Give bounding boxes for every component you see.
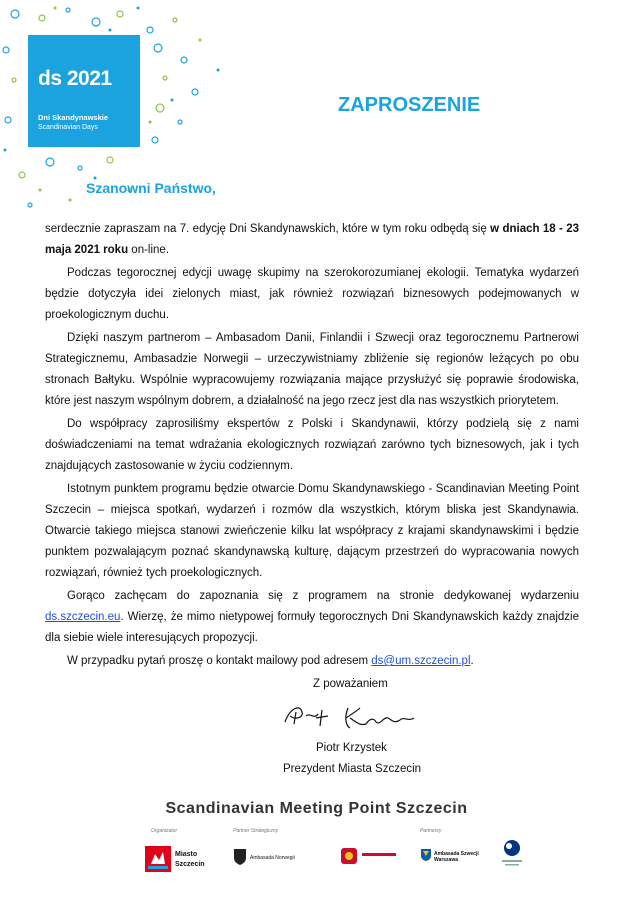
letter-body (45, 219, 579, 674)
denmark-embassy-wordmark (362, 852, 396, 858)
strategic-partner-name: Ambasada Norwegii (250, 855, 295, 861)
paragraph-1: serdecznie zapraszam na 7. edycję Dni Skandynawskich, które w tym roku odbędą się w dniach 18 - 23 maja 2021 roku on-line. (45, 223, 580, 256)
signer-role: Prezydent Miasta Szczecin (283, 763, 422, 775)
ds2021-logo (28, 35, 140, 147)
finland-embassy-logo-icon (500, 838, 524, 868)
website-link[interactable]: ds.szczecin.eu (45, 611, 121, 623)
sweden-crest-icon (420, 848, 432, 862)
sweden-embassy-name: Ambasada Szwecji Warszawa (434, 851, 479, 863)
paragraph-5: Istotnym punktem programu będzie otwarcie Domu Skandynawskiego - Scandinavian Meeting Point Szczecin – miejsca spotkań, wydarzeń i rozmów dla wszystkich, którym bliska jest Skandynawia. Otwarcie takiego miejsca stanowi zwieńczenie kilku lat współpracy z krajami skandynawskimi i będzie punktem pozwalającym poznać skandynawską kulturę, dającym przestrzeń do wypracowania nowych rozwiązań, również tych proekologicznych. (45, 483, 579, 579)
label-strategic-partner: Partner Strategiczny (233, 828, 279, 834)
norway-crest-icon (233, 848, 247, 866)
szczecin-logo-icon (145, 846, 171, 872)
document-title: ZAPROSZENIE (338, 94, 481, 116)
denmark-crest-icon (340, 847, 358, 865)
greeting: Szanowni Państwo, (86, 180, 216, 196)
label-partners: Partnerzy (420, 828, 442, 834)
event-dates: w dniach 18 - 23 maja 2021 roku (45, 223, 580, 256)
paragraph-6: Gorąco zachęcam do zapoznania się z programem na stronie dedykowanej wydarzeniu ds.szczecin.eu. Wierzę, że mimo nietypowej formuły tegorocznych Dni Skandynawskich każdy znajdzie dla siebie wiele interesujących propozycji. (45, 590, 579, 644)
handwritten-signature (280, 700, 430, 734)
closing-phrase: Z poważaniem (313, 678, 388, 690)
paragraph-7: W przypadku pytań proszę o kontakt mailowy pod adresem ds@um.szczecin.pl. (67, 655, 474, 667)
email-link[interactable]: ds@um.szczecin.pl (371, 655, 471, 667)
paragraph-2: Podczas tegorocznej edycji uwagę skupimy na szerokorozumianej ekologii. Tematyka wydarzeń będzie dotyczyła idei zielonych miast, jak również rozwiązań biznesowych podejmowanych w proekologicznym duchu. (45, 267, 579, 321)
logo-subtitle-pl: Dni Skandynawskie (38, 113, 109, 122)
logo-subtitle-en: Scandinavian Days (38, 124, 98, 131)
organizer-name: Miasto Szczecin (175, 851, 205, 868)
label-organizer: Organizator (151, 828, 178, 834)
paragraph-4: Do współpracy zaprosiliśmy ekspertów z Polski i Skandynawii, którzy podzielą się z nami doświadczeniami na temat wdrażania ekologicznych rozwiązań zarówno tych biznesowych, jak i tych znajdujących zastosowanie w życiu codziennym. (45, 418, 579, 472)
footer-title: Scandinavian Meeting Point Szczecin (165, 800, 468, 817)
paragraph-3: Dzięki naszym partnerom – Ambasadom Danii, Finlandii i Szwecji oraz tegorocznemu Partnerowi Strategicznemu, Ambasadzie Norwegii – urzeczywistniamy zbliżenie się regionów leżących po obu stronach Bałtyku. Wspólnie wypracowujemy rozwiązania mające przysłużyć się poprawie środowiska, które jest naszym wspólnym dobrem, a działalność na jego rzecz jest dla nas wszystkich priorytetem. (45, 332, 579, 407)
logo-main-text: ds 2021 (38, 67, 112, 90)
signer-name: Piotr Krzystek (316, 742, 387, 754)
